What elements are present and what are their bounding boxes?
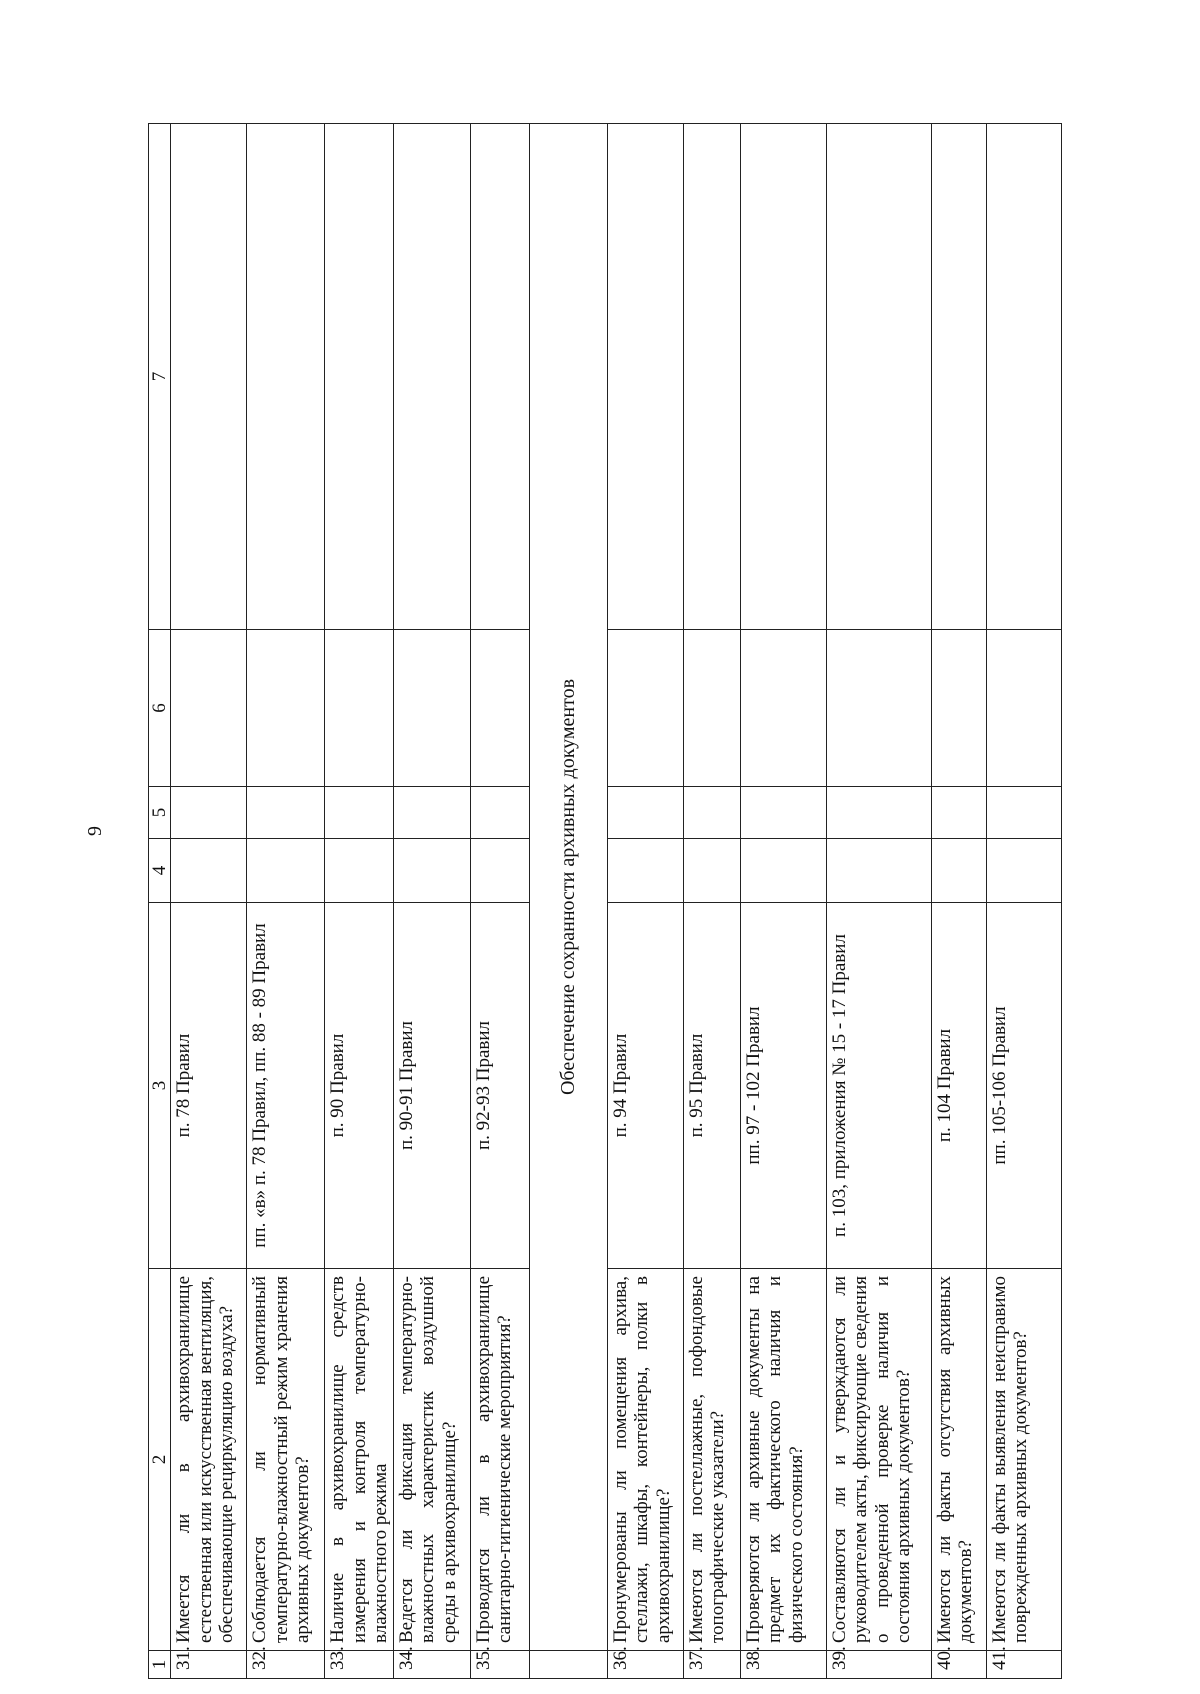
- row-cell-4: [684, 839, 741, 903]
- row-cell-6: [325, 630, 394, 787]
- row-number: 31.: [171, 1651, 247, 1679]
- row-number: 38.: [741, 1651, 827, 1679]
- row-cell-5: [932, 787, 987, 839]
- table-row: [171, 124, 247, 1679]
- row-cell-7: [394, 124, 471, 630]
- checklist-table: [148, 123, 1062, 1679]
- table-row: [932, 124, 987, 1679]
- row-number: 37.: [684, 1651, 741, 1679]
- table-row: [684, 124, 741, 1679]
- row-number: 40.: [932, 1651, 987, 1679]
- row-cell-6: [932, 630, 987, 787]
- header-col-2: 2: [149, 1269, 171, 1651]
- row-reference: п. 94 Правил: [608, 903, 684, 1269]
- row-cell-5: [608, 787, 684, 839]
- row-cell-4: [932, 839, 987, 903]
- row-cell-4: [741, 839, 827, 903]
- row-cell-7: [987, 124, 1062, 630]
- row-question: Имеется ли в архивохранилище естественная или искусственная вентиляция, обеспечивающие рециркуляцию воздуха?: [171, 1269, 247, 1651]
- table-row: [247, 124, 325, 1679]
- row-cell-6: [987, 630, 1062, 787]
- row-cell-5: [987, 787, 1062, 839]
- table-row: [987, 124, 1062, 1679]
- section-title: Обеспечение сохранности архивных документов: [530, 124, 608, 1651]
- row-cell-5: [325, 787, 394, 839]
- row-question: Проводятся ли в архивохранилище санитарно-гигиенические мероприятия?: [471, 1269, 530, 1651]
- row-cell-5: [171, 787, 247, 839]
- row-cell-4: [171, 839, 247, 903]
- header-col-3: 3: [149, 903, 171, 1269]
- table-row: [608, 124, 684, 1679]
- row-cell-7: [471, 124, 530, 630]
- row-number: 41.: [987, 1651, 1062, 1679]
- row-cell-5: [827, 787, 932, 839]
- row-cell-7: [827, 124, 932, 630]
- checklist-table-wrapper: [148, 124, 1038, 1679]
- header-col-1: 1: [149, 1651, 171, 1679]
- row-question: Пронумерованы ли помещения архива, стеллажи, шкафы, контейнеры, полки в архивохранилище?: [608, 1269, 684, 1651]
- header-col-7: 7: [149, 124, 171, 630]
- row-cell-5: [741, 787, 827, 839]
- row-cell-7: [171, 124, 247, 630]
- table-row: [741, 124, 827, 1679]
- row-cell-6: [741, 630, 827, 787]
- row-reference: п. 103, приложения № 15 - 17 Правил: [827, 903, 932, 1269]
- row-reference: пп. 97 - 102 Правил: [741, 903, 827, 1269]
- row-cell-5: [471, 787, 530, 839]
- row-cell-4: [987, 839, 1062, 903]
- row-cell-7: [684, 124, 741, 630]
- row-cell-4: [325, 839, 394, 903]
- row-cell-6: [394, 630, 471, 787]
- row-reference: п. 78 Правил: [171, 903, 247, 1269]
- table-row: [325, 124, 394, 1679]
- row-cell-7: [932, 124, 987, 630]
- page-number: 9: [84, 826, 106, 836]
- row-reference: пп. 105-106 Правил: [987, 903, 1062, 1269]
- table-row: [471, 124, 530, 1679]
- row-reference: п. 92-93 Правил: [471, 903, 530, 1269]
- row-question: Имеются ли факты выявления неисправимо поврежденных архивных документов?: [987, 1269, 1062, 1651]
- row-number: 32.: [247, 1651, 325, 1679]
- row-reference: п. 104 Правил: [932, 903, 987, 1269]
- row-cell-4: [471, 839, 530, 903]
- row-cell-5: [684, 787, 741, 839]
- row-cell-7: [608, 124, 684, 630]
- row-question: Составляются ли и утверждаются ли руководителем акты, фиксирующие сведения о проведенной проверке наличия и состояния архивных документов?: [827, 1269, 932, 1651]
- header-col-5: 5: [149, 787, 171, 839]
- row-cell-4: [247, 839, 325, 903]
- row-cell-6: [471, 630, 530, 787]
- table-row: [394, 124, 471, 1679]
- row-question: Наличие в архивохранилище средств измерения и контроля температурно-влажностного режима: [325, 1269, 394, 1651]
- row-cell-7: [741, 124, 827, 630]
- row-question: Соблюдается ли нормативный температурно-влажностный режим хранения архивных документов?: [247, 1269, 325, 1651]
- row-question: Имеются ли факты отсутствия архивных документов?: [932, 1269, 987, 1651]
- row-cell-6: [608, 630, 684, 787]
- row-cell-5: [394, 787, 471, 839]
- row-reference: п. 90 Правил: [325, 903, 394, 1269]
- row-cell-6: [247, 630, 325, 787]
- row-number: 36.: [608, 1651, 684, 1679]
- row-question: Имеются ли постеллажные, пофондовые топографические указатели?: [684, 1269, 741, 1651]
- header-col-4: 4: [149, 839, 171, 903]
- row-cell-6: [171, 630, 247, 787]
- row-reference: п. 90-91 Правил: [394, 903, 471, 1269]
- section-number-cell: [530, 1651, 608, 1679]
- row-reference: п. 95 Правил: [684, 903, 741, 1269]
- header-row: [149, 124, 171, 1679]
- row-cell-4: [608, 839, 684, 903]
- row-cell-6: [684, 630, 741, 787]
- row-number: 34.: [394, 1651, 471, 1679]
- row-number: 39.: [827, 1651, 932, 1679]
- row-number: 35.: [471, 1651, 530, 1679]
- row-cell-7: [247, 124, 325, 630]
- row-reference: пп. «в» п. 78 Правил, пп. 88 - 89 Правил: [247, 903, 325, 1269]
- section-row: [530, 124, 608, 1679]
- row-cell-4: [827, 839, 932, 903]
- row-number: 33.: [325, 1651, 394, 1679]
- row-cell-6: [827, 630, 932, 787]
- table-row: [827, 124, 932, 1679]
- row-cell-4: [394, 839, 471, 903]
- row-cell-5: [247, 787, 325, 839]
- row-question: Проверяются ли архивные документы на предмет их фактического наличия и физического состояния?: [741, 1269, 827, 1651]
- row-cell-7: [325, 124, 394, 630]
- row-question: Ведется ли фиксация температурно-влажностных характеристик воздушной среды в архивохранилище?: [394, 1269, 471, 1651]
- header-col-6: 6: [149, 630, 171, 787]
